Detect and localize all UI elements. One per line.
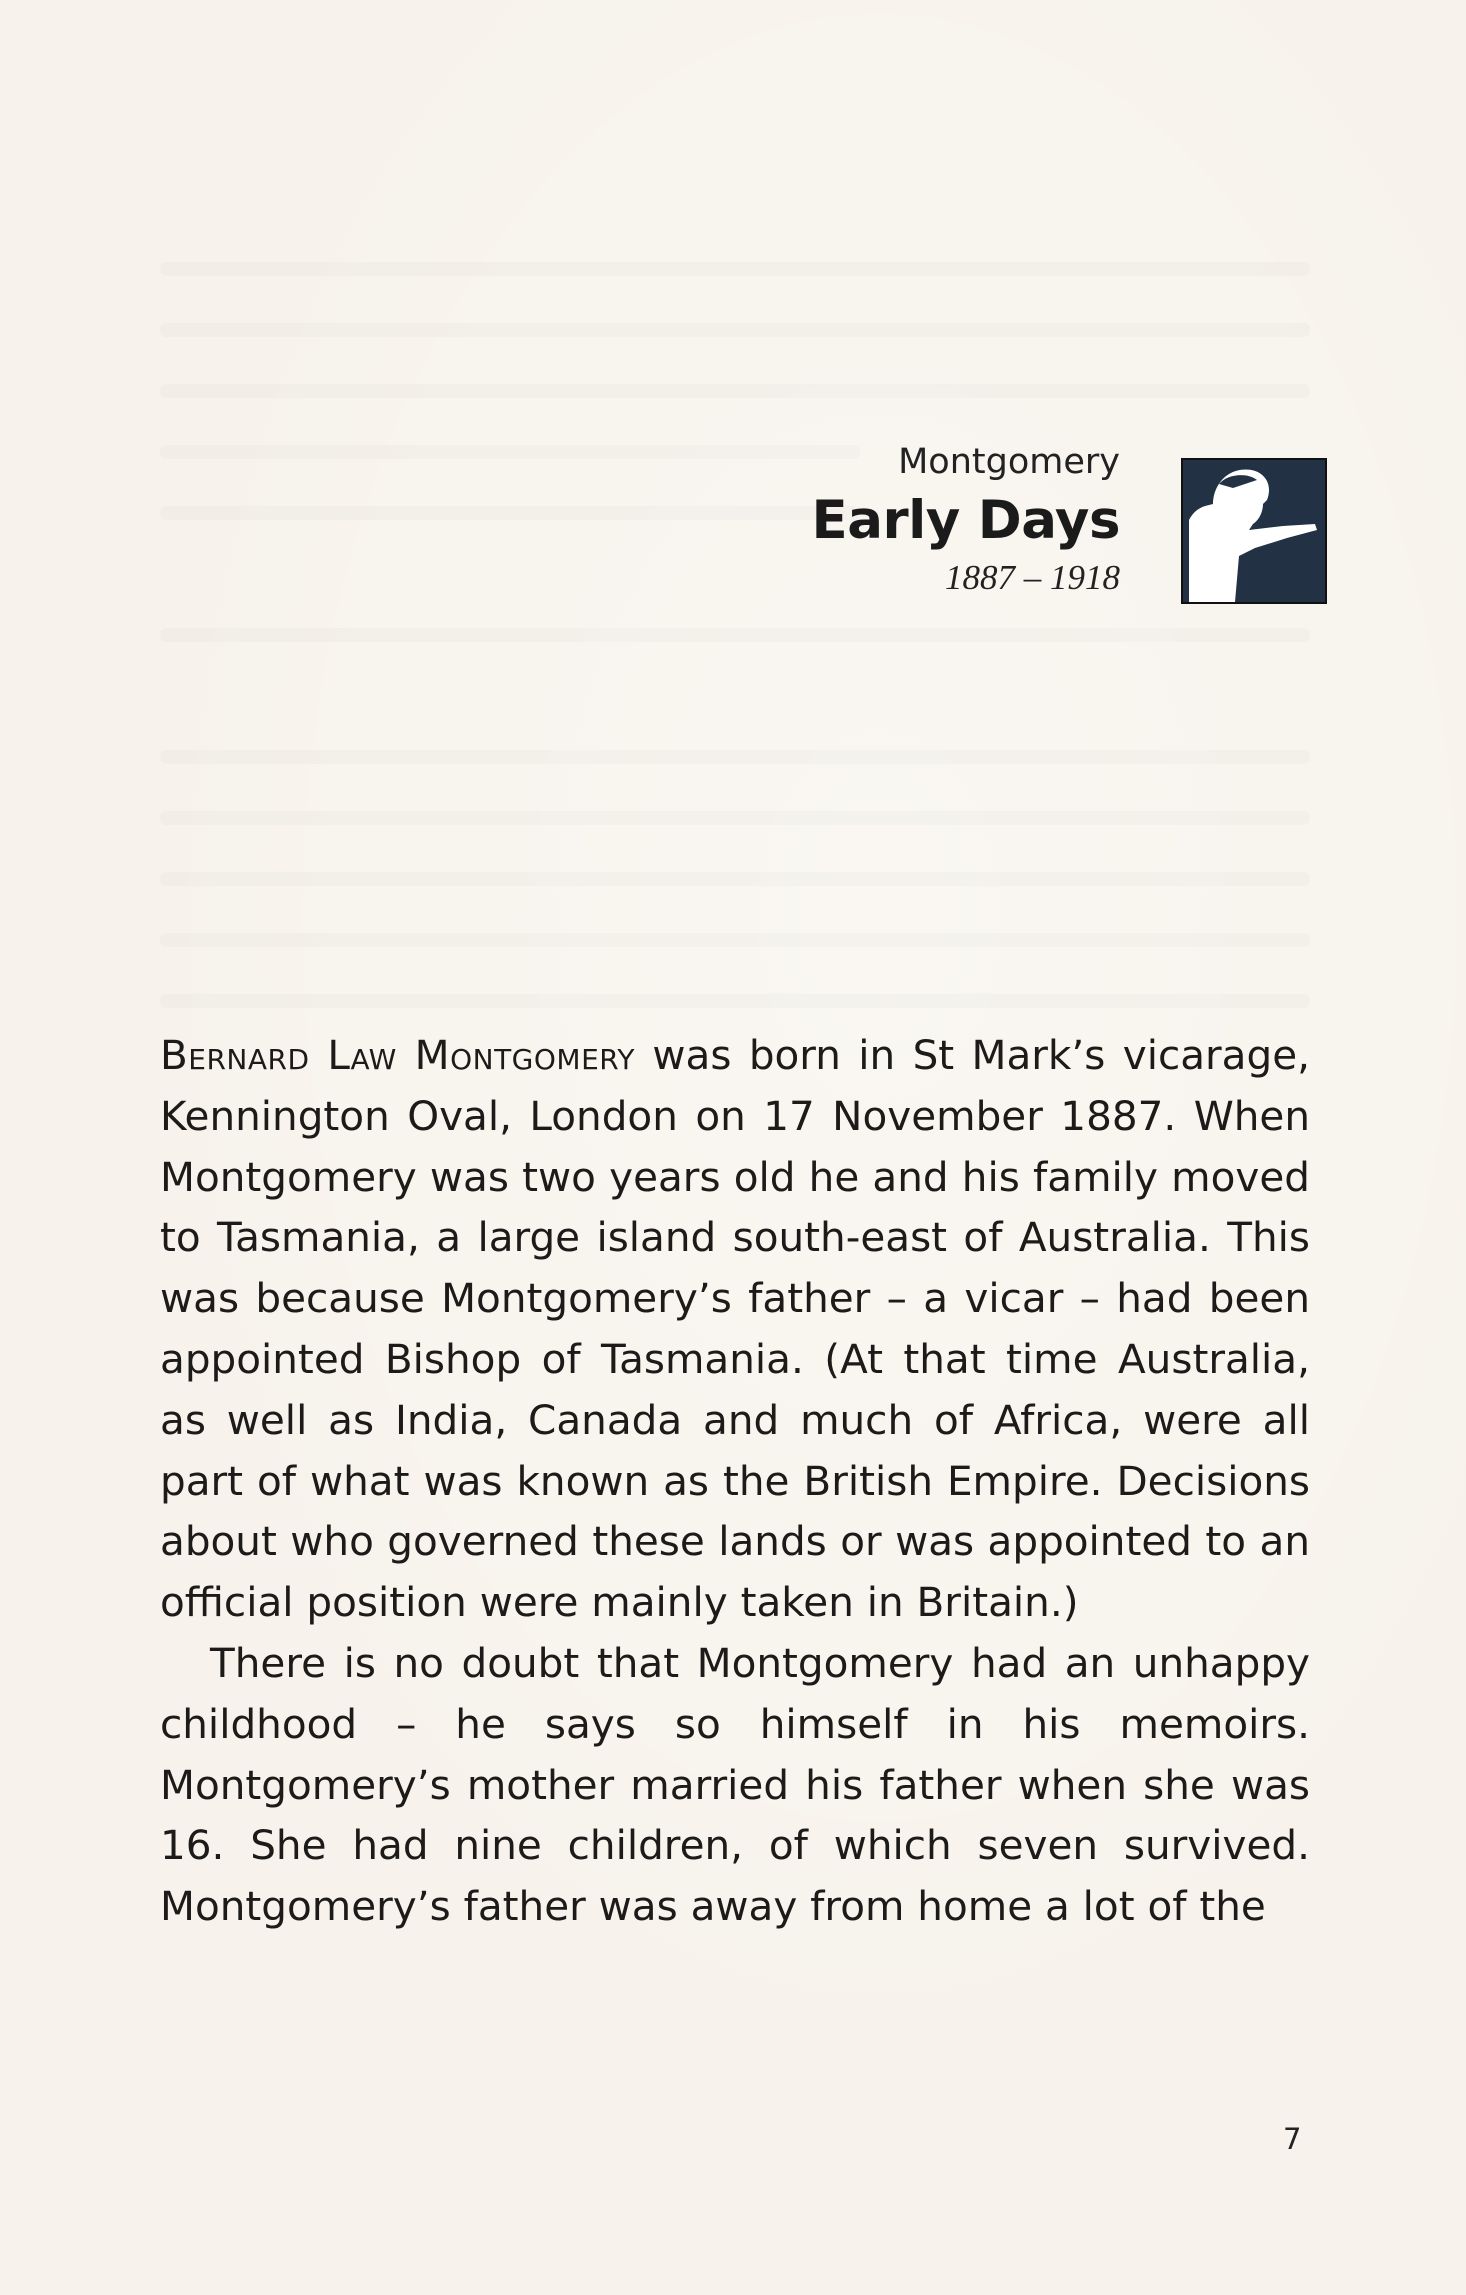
soldier-silhouette-icon [1181, 458, 1327, 604]
lead-in-smallcaps: Bernard Law Montgomery [160, 1031, 636, 1079]
bleed-through-line [160, 384, 1310, 398]
bleed-through-line [160, 262, 1310, 276]
chapter-title: Early Days [811, 490, 1120, 551]
page-number: 7 [1283, 2122, 1302, 2156]
bleed-through-line [160, 811, 1310, 825]
paragraph-1-text: was born in St Mark’s vicarage, Kennington Oval, London on 17 November 1887. When Montgomery was two years old he and his family moved to Tasmania, a large island south-east of Australia. This was because Montgomery’s father – a vicar – had been appointed Bishop of Tasmania. (At that time Australia, as well as India, Canada and much of Africa, were all part of what was known as the British Empire. Decisions about who governed these lands or was appointed to an official position were mainly taken in Britain.) [160, 1031, 1310, 1627]
paragraph-1 [160, 1025, 1310, 1633]
paragraph-2: There is no doubt that Montgomery had an unhappy childhood – he says so himself in his memoirs. Montgomery’s mother married his father when she was 16. She had nine children, of which seven survived. Montgomery’s father was away from home a lot of the [160, 1638, 1310, 1931]
chapter-years: 1887 – 1918 [945, 558, 1120, 597]
bleed-through-line [160, 628, 1310, 642]
series-label: Montgomery [898, 442, 1120, 482]
bleed-through-line [160, 994, 1310, 1008]
bleed-through-line [160, 933, 1310, 947]
bleed-through-line [160, 323, 1310, 337]
bleed-through-line [160, 872, 1310, 886]
body-text [160, 1025, 1310, 1937]
chapter-header [620, 436, 1120, 600]
bleed-through-line [160, 750, 1310, 764]
